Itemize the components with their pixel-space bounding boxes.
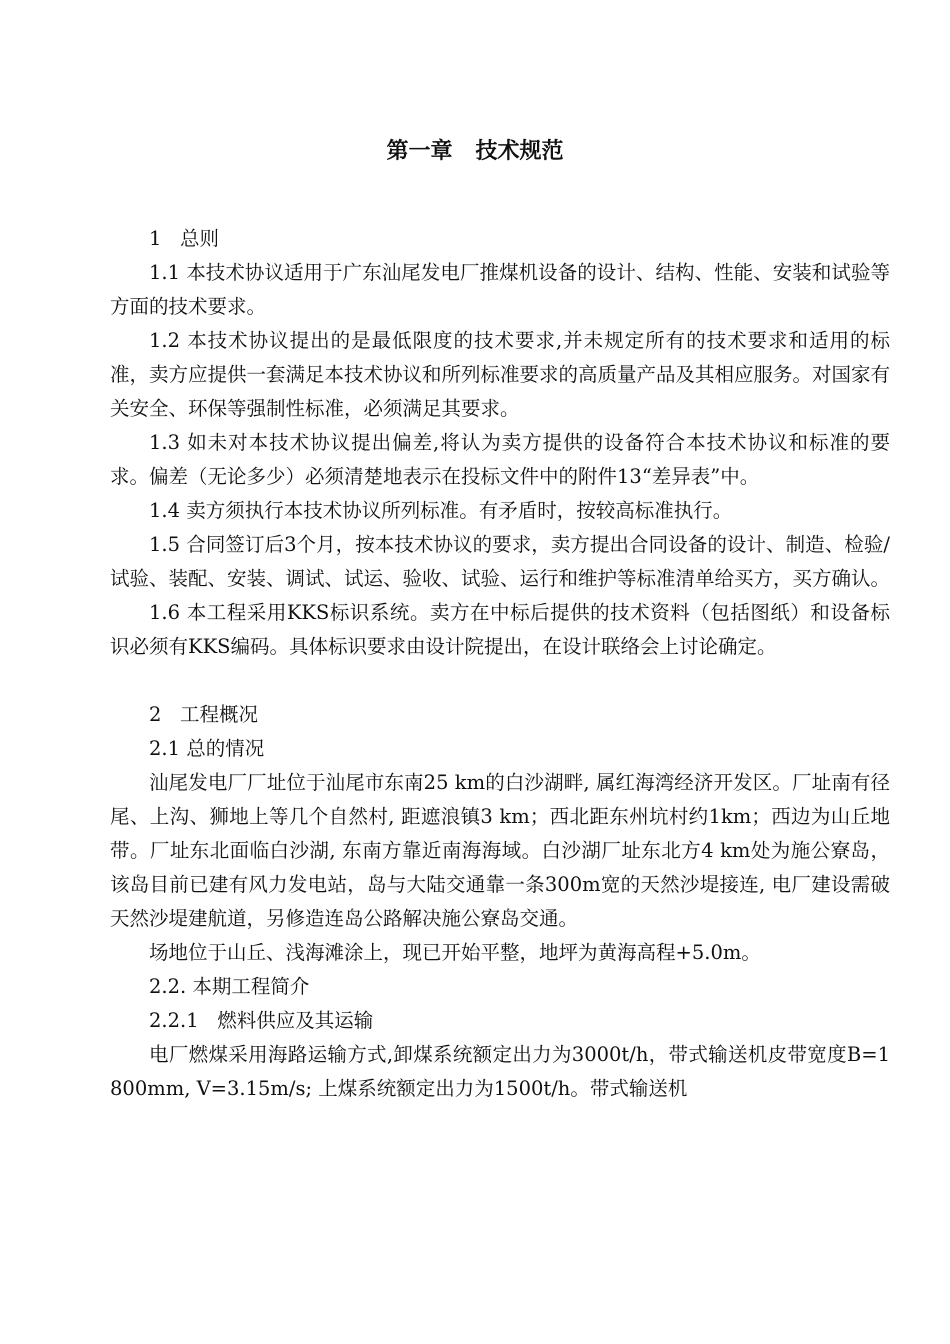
chapter-title: 第一章 技术规范 [386, 138, 564, 164]
paragraph-1-2: 1.2 本技术协议提出的是最低限度的技术要求,并未规定所有的技术要求和适用的标准，卖方应提供一套满足本技术协议和所列标准要求的高质量产品及其相应服务。对国家有关安全、环保等强制性标准，必须满足其要求。 [110, 329, 891, 420]
paragraph-1-5: 1.5 合同签订后3个月，按本技术协议的要求，卖方提出合同设备的设计、制造、检验/试验、装配、安装、调试、试运、验收、试验、运行和维护等标准清单给买方，买方确认。 [110, 533, 891, 590]
subheading-2-2: 2.2. 本期工程简介 [149, 975, 310, 998]
paragraph-1-6: 1.6 本工程采用KKS标识系统。卖方在中标后提供的技术资料（包括图纸）和设备标识必须有KKS编码。具体标识要求由设计院提出，在设计联络会上讨论确定。 [110, 601, 890, 658]
paragraph-1-3: 1.3 如未对本技术协议提出偏差,将认为卖方提供的设备符合本技术协议和标准的要求。偏差（无论多少）必须清楚地表示在投标文件中的附件13“差异表”中。 [110, 431, 890, 488]
paragraph-1-4: 1.4 卖方须执行本技术协议所列标准。有矛盾时，按较高标准执行。 [149, 499, 733, 522]
document-body [110, 222, 890, 1106]
section-heading-overview: 2 工程概况 [149, 703, 259, 726]
section-heading-general: 1 总则 [149, 227, 220, 250]
paragraph-1-1: 1.1 本技术协议适用于广东汕尾发电厂推煤机设备的设计、结构、性能、安装和试验等方面的技术要求。 [110, 261, 890, 318]
paragraph-site-elevation: 场地位于山丘、浅海滩涂上，现已开始平整，地坪为黄海高程+5.0m。 [149, 941, 761, 964]
subheading-2-2-1: 2.2.1 燃料供应及其运输 [149, 1009, 374, 1032]
section-spacer [110, 664, 890, 698]
subheading-2-1: 2.1 总的情况 [149, 737, 265, 760]
paragraph-fuel-transport: 电厂燃煤采用海路运输方式,卸煤系统额定出力为3000t/h，带式输送机皮带宽度B=1800mm, V=3.15m/s; 上煤系统额定出力为1500t/h。带式输送机 [110, 1043, 890, 1100]
paragraph-site-location: 汕尾发电厂厂址位于汕尾市东南25 km的白沙湖畔, 属红海湾经济开发区。厂址南有径尾、上沟、狮地上等几个自然村, 距遮浪镇3 km；西北距东州坑村约1km；西边为山丘地带。厂址东北面临白沙湖, 东南方靠近南海海域。白沙湖厂址东北方4 km处为施公寮岛，该岛目前已建有风力发电站，岛与大陆交通靠一条300m宽的天然沙堤接连, 电厂建设需破天然沙堤建航道，另修造连岛公路解决施公寮岛交通。 [110, 771, 890, 930]
